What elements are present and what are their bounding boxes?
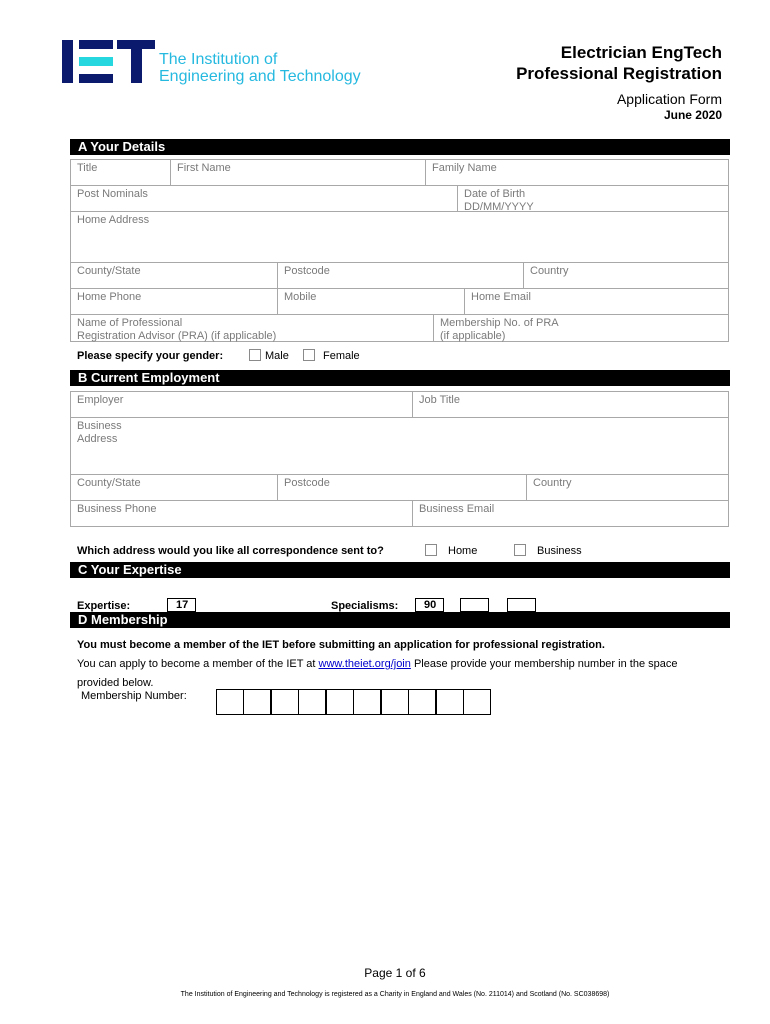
section-a-heading: A Your Details <box>70 139 730 155</box>
business-email-field[interactable]: Business Email <box>419 503 495 515</box>
county-state-field[interactable]: County/State <box>77 265 141 277</box>
membership-number-digit-3[interactable] <box>271 689 299 715</box>
expertise-input[interactable]: 17 <box>167 598 196 612</box>
business-county-field[interactable]: County/State <box>77 477 141 489</box>
pra-name-field[interactable] <box>70 315 433 342</box>
job-title-field[interactable]: Job Title <box>419 394 460 406</box>
section-c-heading: C Your Expertise <box>70 562 730 578</box>
expertise-label: Expertise: <box>77 600 131 612</box>
dob-label: Date of Birth <box>464 188 526 200</box>
specialism-input-2[interactable] <box>460 598 489 612</box>
country-field[interactable]: Country <box>530 265 569 277</box>
pra-membership-field[interactable] <box>433 315 729 342</box>
business-address-label-2: Address <box>77 433 118 445</box>
specialism-input-1[interactable]: 90 <box>415 598 444 612</box>
membership-number-digit-9[interactable] <box>436 689 464 715</box>
membership-instructions <box>77 658 677 670</box>
employer-field[interactable]: Employer <box>77 394 124 406</box>
correspondence-home-label: Home <box>448 545 478 557</box>
gender-male-label: Male <box>265 350 289 362</box>
membership-number-digit-4[interactable] <box>298 689 326 715</box>
membership-number-label: Membership Number: <box>81 690 187 702</box>
membership-text-before-link: You can apply to become a member of the IET at <box>77 658 316 670</box>
correspondence-business-label: Business <box>537 545 582 557</box>
family-name-field[interactable]: Family Name <box>432 162 497 174</box>
pra-membership-label-2: (if applicable) <box>440 330 506 342</box>
document-title-line1: Electrician EngTech <box>560 43 722 62</box>
correspondence-prompt: Which address would you like all correspondence sent to? <box>77 545 384 557</box>
home-phone-field[interactable]: Home Phone <box>77 291 142 303</box>
iet-logo <box>62 40 362 86</box>
gender-male-checkbox[interactable] <box>249 349 261 361</box>
logo-text-line1: The Institution of <box>159 51 278 68</box>
membership-number-digit-10[interactable] <box>463 689 491 715</box>
business-address-field[interactable] <box>70 418 729 474</box>
join-link[interactable]: www.theiet.org/join <box>318 658 411 670</box>
first-name-field[interactable]: First Name <box>177 162 231 174</box>
gender-female-checkbox[interactable] <box>303 349 315 361</box>
business-postcode-field[interactable]: Postcode <box>284 477 330 489</box>
membership-number-digit-1[interactable] <box>216 689 244 715</box>
logo-text-line2: Engineering and Technology <box>159 68 361 85</box>
title-field[interactable]: Title <box>77 162 98 174</box>
specialism-input-3[interactable] <box>507 598 536 612</box>
home-email-field[interactable]: Home Email <box>471 291 531 303</box>
gender-prompt: Please specify your gender: <box>77 350 224 362</box>
membership-instructions-line2: provided below. <box>77 677 154 689</box>
page-number: Page 1 of 6 <box>364 966 426 980</box>
pra-name-label: Name of Professional <box>77 317 183 329</box>
mobile-field[interactable]: Mobile <box>284 291 317 303</box>
membership-notice: You must become a member of the IET before submitting an application for professional registration. <box>77 639 605 651</box>
postcode-field[interactable]: Postcode <box>284 265 330 277</box>
document-date: June 2020 <box>663 108 722 122</box>
correspondence-home-checkbox[interactable] <box>425 544 437 556</box>
business-country-field[interactable]: Country <box>533 477 572 489</box>
membership-number-digit-2[interactable] <box>243 689 271 715</box>
membership-number-digit-8[interactable] <box>408 689 436 715</box>
gender-female-label: Female <box>323 350 360 362</box>
pra-membership-label: Membership No. of PRA <box>440 317 559 329</box>
date-of-birth-field[interactable] <box>457 186 729 211</box>
iet-logo-mark <box>62 40 157 84</box>
membership-number-digit-5[interactable] <box>326 689 354 715</box>
dob-format-hint: DD/MM/YYYY <box>464 201 534 213</box>
specialisms-label: Specialisms: <box>331 600 399 612</box>
document-subtitle: Application Form <box>616 91 722 107</box>
section-b-heading: B Current Employment <box>70 370 730 386</box>
correspondence-business-checkbox[interactable] <box>514 544 526 556</box>
post-nominals-field[interactable]: Post Nominals <box>77 188 148 200</box>
membership-number-digit-7[interactable] <box>381 689 409 715</box>
charity-notice: The Institution of Engineering and Technology is registered as a Charity in England and Wales (No. 211014) and Scotland (No. SC038698) <box>180 991 610 998</box>
home-address-field[interactable]: Home Address <box>77 214 150 226</box>
pra-name-label-2: Registration Advisor (PRA) (if applicable) <box>77 330 277 342</box>
document-title-line2: Professional Registration <box>516 64 722 83</box>
membership-text-after-link: Please provide your membership number in the space <box>413 658 678 670</box>
section-d-heading: D Membership <box>70 612 730 628</box>
business-phone-field[interactable]: Business Phone <box>77 503 157 515</box>
membership-number-digit-6[interactable] <box>353 689 381 715</box>
business-address-label: Business <box>77 420 122 432</box>
